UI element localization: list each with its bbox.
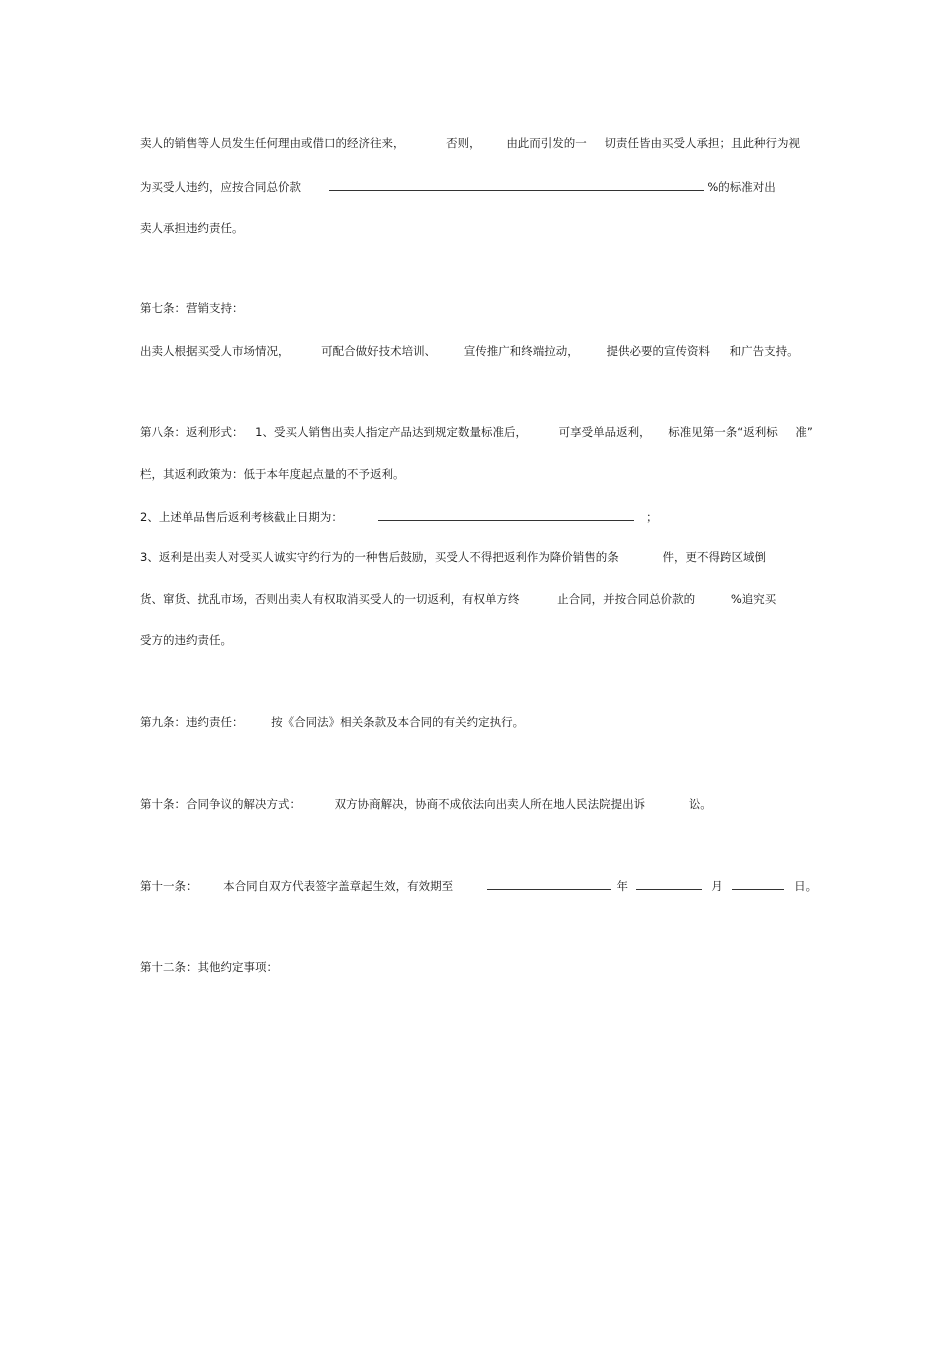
text-segment: 宣传推广和终端拉动， (463, 344, 579, 358)
text-segment: 本合同自双方代表签字盖章起生效，有效期至 (223, 879, 454, 893)
month-blank[interactable] (636, 877, 702, 890)
text-segment: ； (646, 510, 658, 524)
text-segment: 提供必要的宣传资料 (606, 344, 710, 358)
article-11-title: 第十一条： (140, 879, 198, 893)
text-segment: 卖人的销售等人员发生任何理由或借口的经济往来， (140, 136, 405, 150)
text-segment: 月 (711, 879, 723, 893)
day-blank[interactable] (732, 877, 784, 890)
text-segment: 可配合做好技术培训、 (321, 344, 437, 358)
text-line (140, 549, 766, 565)
text-line: 卖人承担违约责任。 (140, 221, 244, 235)
text-line (140, 135, 800, 151)
fill-in-blank[interactable] (329, 178, 704, 191)
text-segment: 否则， (446, 136, 481, 150)
text-segment: 讼。 (688, 797, 712, 811)
text-segment: 切责任皆由买受人承担；且此种行为视 (604, 136, 800, 150)
text-line (140, 796, 712, 812)
text-line (140, 714, 524, 730)
text-segment: 由此而引发的一 (506, 136, 587, 150)
text-line (140, 877, 817, 894)
text-line (140, 424, 813, 440)
article-12-title: 第十二条：其他约定事项： (140, 960, 278, 974)
text-segment: 和广告支持。 (729, 344, 799, 358)
text-segment: 可享受单品返利， (558, 425, 651, 439)
text-segment: 双方协商解决，协商不成依法向出卖人所在地人民法院提出诉 (334, 797, 646, 811)
text-segment: 止合同，并按合同总价款的 (557, 592, 696, 606)
text-segment: 标准见第一条“返利标 (668, 425, 778, 439)
text-line (140, 508, 658, 525)
text-segment: 为买受人违约，应按合同总价款 (140, 180, 301, 194)
text-segment: %的标准对出 (707, 180, 776, 194)
text-line (140, 343, 799, 359)
article-9-title: 第九条：违约责任： (140, 715, 244, 729)
article-10-title: 第十条：合同争议的解决方式： (140, 797, 301, 811)
text-segment: 3、返利是出卖人对受买人诚实守约行为的一种售后鼓励，买受人不得把返利作为降价销售的条 (140, 550, 619, 564)
article-7-title: 第七条：营销支持： (140, 301, 244, 315)
text-line (140, 591, 776, 607)
text-segment: 2、上述单品售后返利考核截止日期为： (140, 510, 343, 524)
text-line (140, 178, 776, 195)
text-segment: 准” (795, 425, 813, 439)
text-segment: 按《合同法》相关条款及本合同的有关约定执行。 (271, 715, 525, 729)
fill-in-blank[interactable] (378, 508, 634, 521)
text-segment: 年 (616, 879, 628, 893)
text-segment: 货、窜货、扰乱市场，否则出卖人有权取消买受人的一切返利，有权单方终 (140, 592, 520, 606)
text-segment: 1、受买人销售出卖人指定产品达到规定数量标准后， (255, 425, 527, 439)
text-segment: 出卖人根据买受人市场情况， (140, 344, 290, 358)
year-blank[interactable] (487, 877, 611, 890)
text-segment: %追究买 (730, 592, 777, 606)
article-8-title: 第八条：返利形式： (140, 425, 244, 439)
text-segment: 件，更不得跨区域倒 (662, 550, 766, 564)
text-line: 受方的违约责任。 (140, 633, 232, 647)
text-segment: 日。 (794, 879, 818, 893)
text-line: 栏，其返利政策为：低于本年度起点量的不予返利。 (140, 467, 405, 481)
